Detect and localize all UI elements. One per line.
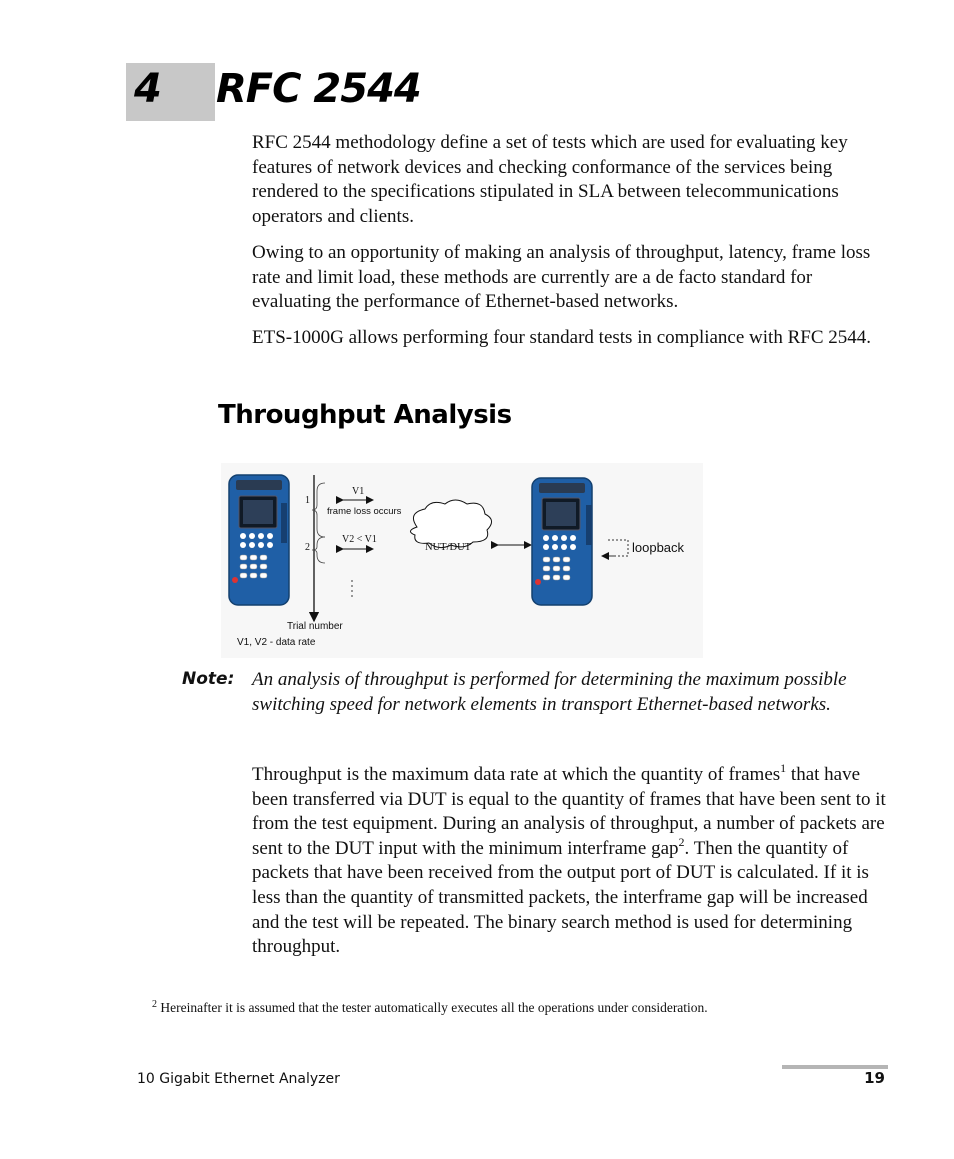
ellipsis-dots bbox=[351, 580, 353, 597]
tester-device-left-icon bbox=[229, 475, 289, 605]
trial-1-label: 1 bbox=[305, 495, 310, 506]
throughput-paragraph bbox=[252, 763, 892, 960]
intro-paragraph-2 bbox=[252, 241, 892, 315]
throughput-text-part2: that have been transferred via DUT is equal to the quantity of frames that have been sent to it from the test equipment. During an analysis of throughput, a number of packets are sent to the DUT input with the minimum interframe gap bbox=[252, 764, 886, 859]
intro-text-3: ETS-1000G allows performing four standard tests in compliance with RFC 2544. bbox=[252, 327, 871, 348]
trial-number-label: Trial number bbox=[287, 621, 343, 632]
footnote-ref-2[interactable]: 2 bbox=[678, 834, 685, 849]
data-rate-label: V1, V2 - data rate bbox=[237, 637, 316, 648]
throughput-text-part1: Throughput is the maximum data rate at which the quantity of frames bbox=[252, 764, 781, 785]
loopback-label: loopback bbox=[632, 540, 685, 555]
chapter-number: 4 bbox=[134, 66, 161, 112]
intro-text-1: RFC 2544 methodology define a set of tests which are used for evaluating key features of network devices and checking conformance of the services being rendered to the specifications stipulated in SLA between telecommunications operators and clients. bbox=[252, 132, 848, 227]
intro-paragraph-1 bbox=[252, 131, 892, 229]
chapter-title: RFC 2544 bbox=[216, 66, 421, 112]
note-text: An analysis of throughput is performed for determining the maximum possible switching speed for network elements in transport Ethernet-based networks. bbox=[252, 669, 847, 715]
cloud-icon bbox=[410, 500, 491, 548]
nut-dut-label: NUT/DUT bbox=[425, 542, 472, 553]
frame-loss-label: frame loss occurs bbox=[327, 506, 402, 517]
throughput-diagram bbox=[221, 463, 703, 658]
page-number: 19 bbox=[864, 1069, 885, 1087]
throughput-text bbox=[252, 763, 892, 960]
diagram-svg bbox=[221, 463, 703, 658]
throughput-text-part3: . Then the quantity of packets that have been received from the output port of DUT is calculated. If it is less than the quantity of transmitted packets, the interframe gap will be increased and the test will be repeated. The binary search method is used for determining throughput. bbox=[252, 837, 869, 958]
intro-paragraph-3 bbox=[252, 326, 892, 351]
footnote-text: Hereinafter it is assumed that the tester automatically executes all the operations under consideration. bbox=[160, 1000, 708, 1015]
footer-title: 10 Gigabit Ethernet Analyzer bbox=[137, 1071, 340, 1087]
tester-device-right-icon bbox=[532, 478, 592, 605]
footnote bbox=[152, 1000, 708, 1016]
footnote-ref-1[interactable]: 1 bbox=[780, 761, 787, 775]
section-heading: Throughput Analysis bbox=[218, 400, 512, 430]
trial-2-label: 2 bbox=[305, 542, 310, 553]
loopback-path bbox=[608, 540, 628, 556]
v2-label: V2 < V1 bbox=[342, 534, 377, 545]
footnote-marker: 2 bbox=[152, 999, 157, 1010]
intro-text-2: Owing to an opportunity of making an analysis of throughput, latency, frame loss rate and limit load, these methods are currently are a de facto standard for evaluating the performance of Ethernet-based networks. bbox=[252, 242, 871, 313]
note-label: Note: bbox=[182, 669, 235, 689]
v1-label: V1 bbox=[352, 486, 365, 497]
